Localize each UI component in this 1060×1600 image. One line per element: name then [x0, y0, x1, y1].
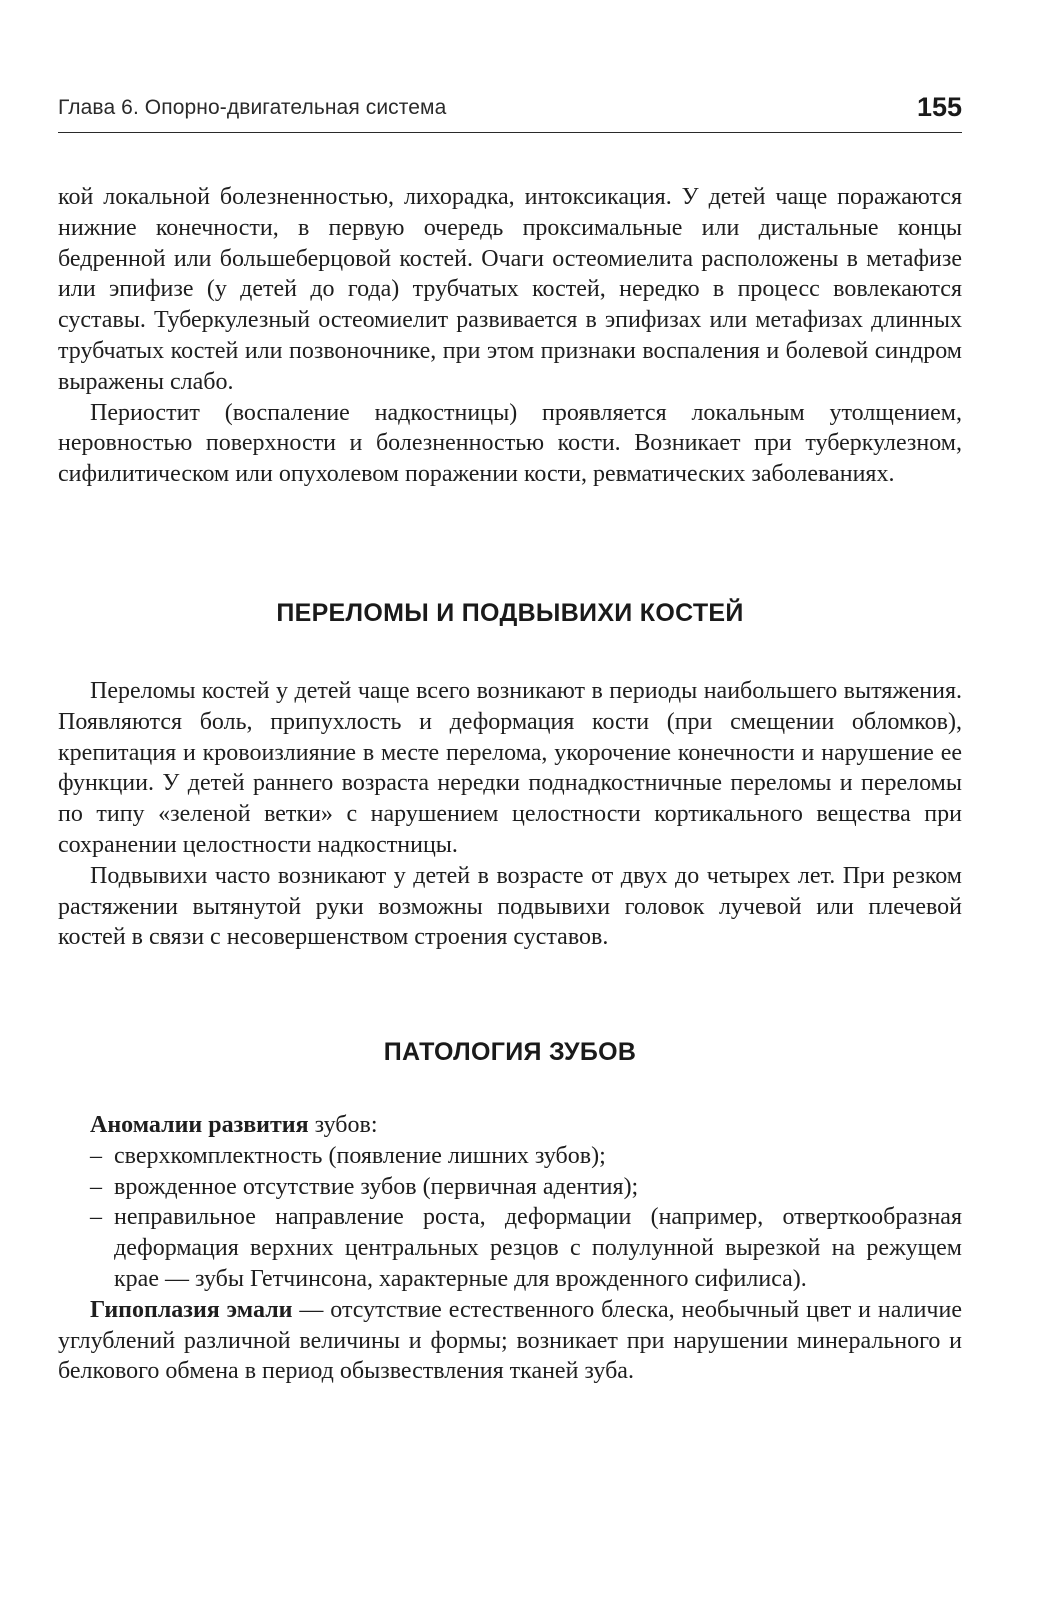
osteomyelitis-text [58, 182, 962, 490]
anomalies-rest: зубов: [308, 1112, 378, 1138]
paragraph-fractures: Переломы костей у детей чаще всего возникают в периоды наибольшего вытяжения. Появляются боль, припухлость и деформация кости (при смещении обломков), крепитация и кровоизлияние в месте перелома, укорочение конечности и нарушение ее функции. У детей раннего возраста нередки поднадкостничные переломы и переломы по типу «зеленой ветки» с нарушением целостности кортикального вещества при сохранении целостности надкостницы. [58, 678, 962, 858]
list-item-text: сверхкомплектность (появление лишних зубов); [114, 1142, 606, 1169]
anomalies-list [58, 1141, 962, 1295]
paragraph-hypoplasia [58, 1295, 962, 1387]
chapter-title: Глава 6. Опорно-двигательная система [58, 96, 447, 119]
running-header [58, 92, 962, 133]
paragraph-anomalies [58, 1110, 962, 1141]
term-anomalies: Аномалии развития [90, 1112, 309, 1138]
fractures-text [58, 676, 962, 953]
heading-teeth-pathology: ПАТОЛОГИЯ ЗУБОВ [383, 1038, 637, 1066]
paragraph-osteomyelitis: кой локальной болезненностью, лихорадка, интоксикация. У детей чаще поражаются нижние конечности, в первую очередь проксимальные или дистальные концы бедренной или большеберцовой костей. Очаги остеомиелита расположены в метафизе или эпифизе (у детей до года) трубчатых костей, нередко в процесс вовлекаются суставы. Туберкулезный остеомиелит развивается в эпифизах или метафизах длинных трубчатых костей или позвоночнике, при этом признаки воспаления и болевой синдром выражены слабо. [58, 184, 962, 395]
term-hypoplasia: Гипоплазия эмали [90, 1296, 293, 1323]
paragraph-periostitis: Периостит (воспаление надкостницы) проявляется локальным утолщением, неровностью поверхности и болезненностью кости. Возникает при туберкулезном, сифилитическом или опухолевом поражении кости, ревматических заболеваниях. [58, 399, 962, 488]
teeth-text [58, 1110, 962, 1387]
list-item [58, 1141, 962, 1172]
heading-fractures: ПЕРЕЛОМЫ И ПОДВЫВИХИ КОСТЕЙ [276, 599, 744, 627]
list-item [58, 1172, 962, 1203]
hypoplasia-rest: — отсутствие естественного блеска, необычный цвет и наличие углублений различной величины и формы; возникает при нарушении минерального и белкового обмена в период обызвествления тканей зуба. [58, 1296, 962, 1385]
list-item-text: врожденное отсутствие зубов (первичная адентия); [114, 1173, 639, 1200]
list-dash: – [90, 1204, 102, 1231]
list-dash: – [90, 1173, 102, 1200]
page-number: 155 [916, 92, 962, 122]
list-item [58, 1202, 962, 1294]
list-item-text: неправильное направление роста, деформации (например, отверткообразная деформация верхних центральных резцов с полулунной вырезкой на режущем крае — зубы Гетчинсона, характерные для врожденного сифилиса). [114, 1204, 962, 1292]
paragraph-subluxations: Подвывихи часто возникают у детей в возрасте от двух до четырех лет. При резком растяжении вытянутой руки возможны подвывихи головок лучевой или плечевой костей в связи с несовершенством строения суставов. [58, 862, 962, 951]
list-dash: – [90, 1142, 102, 1169]
